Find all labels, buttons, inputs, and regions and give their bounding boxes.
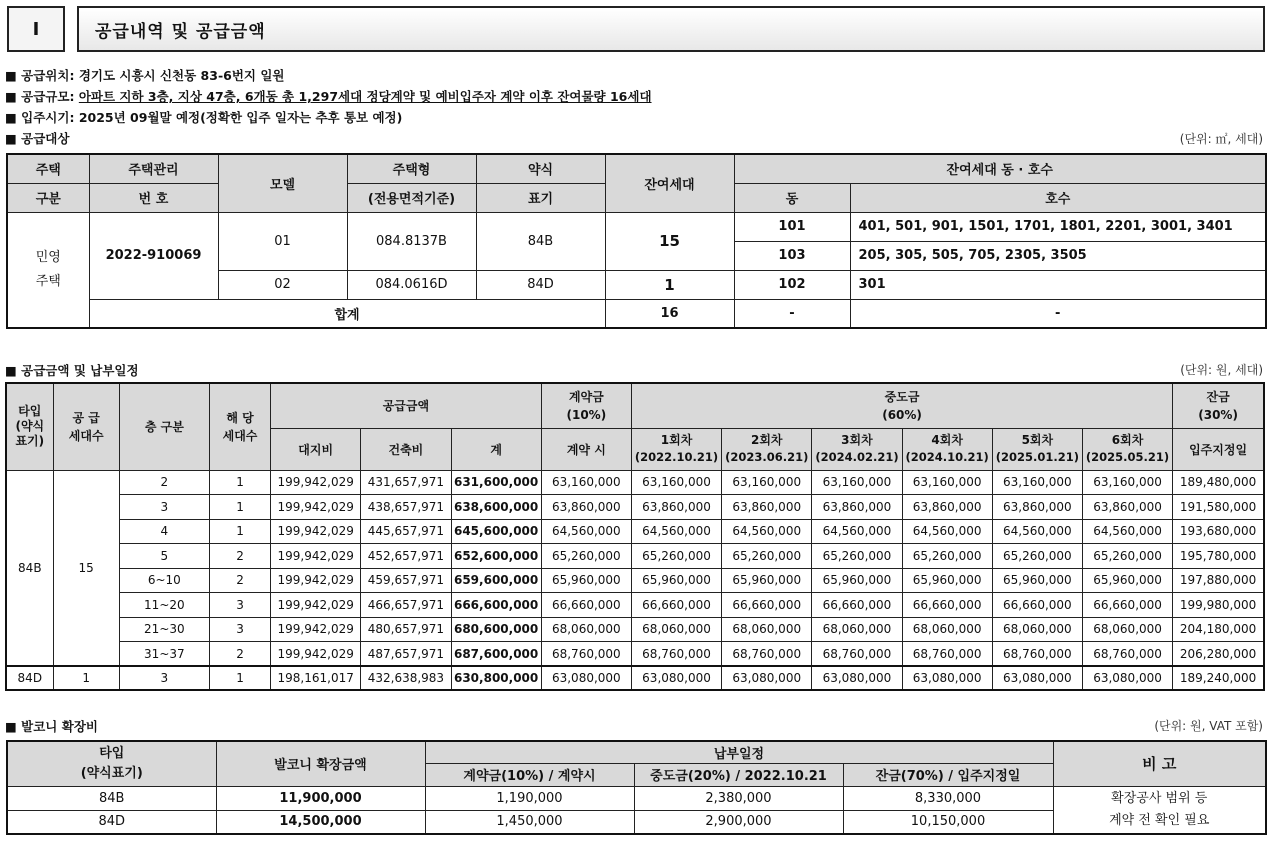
build-cell: 459,657,971 xyxy=(361,568,451,593)
floor-cell: 3 xyxy=(119,495,209,520)
middle-cell: 66,660,000 xyxy=(812,593,902,618)
middle-cell: 63,860,000 xyxy=(992,495,1082,520)
table-row xyxy=(7,786,1266,810)
land-cell: 199,942,029 xyxy=(271,593,361,618)
hdr-supply-price: 공급금액 xyxy=(271,383,542,428)
land-cell: 199,942,029 xyxy=(271,617,361,642)
hdr-mgmt2: 번 호 xyxy=(89,183,218,212)
middle-cell: 63,860,000 xyxy=(1082,495,1172,520)
floor-cell: 3 xyxy=(119,666,209,690)
hdr-note: 비 고 xyxy=(1053,741,1266,786)
price-table xyxy=(5,382,1265,691)
deposit-cell: 65,960,000 xyxy=(541,568,631,593)
sum-cell: 659,600,000 xyxy=(451,568,541,593)
sum-cell: 630,800,000 xyxy=(451,666,541,690)
middle-cell: 2,900,000 xyxy=(634,810,843,834)
hdr-remaining: 잔여세대 xyxy=(605,154,734,212)
middle-cell: 63,160,000 xyxy=(992,470,1082,495)
units-cell: 1 xyxy=(209,666,270,690)
middle-cell: 68,760,000 xyxy=(992,642,1082,667)
balcony-table xyxy=(6,740,1267,835)
hdr-deposit-sub: 계약 시 xyxy=(541,428,631,470)
middle-cell: 63,860,000 xyxy=(812,495,902,520)
rows-84b xyxy=(6,470,1264,666)
supply-table xyxy=(6,153,1267,329)
middle-cell: 65,260,000 xyxy=(812,544,902,569)
count-cell: 15 xyxy=(605,212,734,270)
deposit-cell: 63,080,000 xyxy=(541,666,631,690)
middle-cell: 66,660,000 xyxy=(992,593,1082,618)
middle-cell: 66,660,000 xyxy=(631,593,721,618)
hdr-installment-3: 3회차 (2024.02.21) xyxy=(812,428,902,470)
total-count: 16 xyxy=(605,299,734,328)
section-header xyxy=(7,5,1265,53)
build-cell: 432,638,983 xyxy=(361,666,451,690)
middle-cell: 65,260,000 xyxy=(992,544,1082,569)
ho-cell: 301 xyxy=(850,270,1266,299)
sum-cell: 645,600,000 xyxy=(451,519,541,544)
hdr-ho: 호수 xyxy=(850,183,1266,212)
info-scale: ■ 공급규모: 아파트 지하 3층, 지상 47층, 6개동 총 1,297세대 정당계약 및 예비입주자 계약 이후 잔여물량 16세대 xyxy=(5,89,652,104)
middle-cell: 65,960,000 xyxy=(631,568,721,593)
middle-cell: 65,960,000 xyxy=(722,568,812,593)
middle-cell: 65,960,000 xyxy=(812,568,902,593)
dong-cell: 101 xyxy=(734,212,850,241)
table-row xyxy=(6,666,1264,690)
middle-cell: 68,760,000 xyxy=(902,642,992,667)
middle-cell: 63,860,000 xyxy=(902,495,992,520)
middle-cell: 63,080,000 xyxy=(902,666,992,690)
hdr-mgmt1: 주택관리 xyxy=(89,154,218,183)
total-dong: - xyxy=(734,299,850,328)
table-row xyxy=(6,593,1264,618)
middle-cell: 63,860,000 xyxy=(631,495,721,520)
hdr-building: 건축비 xyxy=(361,428,451,470)
floor-cell: 21~30 xyxy=(119,617,209,642)
middle-cell: 68,760,000 xyxy=(812,642,902,667)
middle-cell: 68,060,000 xyxy=(902,617,992,642)
hdr-middle: 중도금 (60%) xyxy=(631,383,1172,428)
housing-cell: 084.0616D xyxy=(347,270,476,299)
balance-cell: 10,150,000 xyxy=(843,810,1053,834)
sum-cell: 652,600,000 xyxy=(451,544,541,569)
hdr-installment-6: 6회차 (2025.05.21) xyxy=(1082,428,1172,470)
balcony-section-unit: (단위: 원, VAT 포함) xyxy=(1154,719,1263,733)
dong-cell: 103 xyxy=(734,241,850,270)
table-row xyxy=(6,568,1264,593)
middle-cell: 68,760,000 xyxy=(631,642,721,667)
info-target: ■ 공급대상 xyxy=(5,131,70,146)
balance-cell: 195,780,000 xyxy=(1173,544,1264,569)
floor-cell: 11~20 xyxy=(119,593,209,618)
type-cell: 84B xyxy=(7,786,216,810)
build-cell: 487,657,971 xyxy=(361,642,451,667)
balance-cell: 8,330,000 xyxy=(843,786,1053,810)
hdr-balance: 잔금 (30%) xyxy=(1173,383,1264,428)
category-cell: 민영 주택 xyxy=(7,212,89,328)
middle-cell: 63,160,000 xyxy=(722,470,812,495)
units-cell: 2 xyxy=(209,642,270,667)
land-cell: 199,942,029 xyxy=(271,544,361,569)
type-cell: 84D xyxy=(7,810,216,834)
middle-cell: 68,060,000 xyxy=(812,617,902,642)
balance-cell: 193,680,000 xyxy=(1173,519,1264,544)
hdr-balcony-type: 타입 (약식표기) xyxy=(7,741,216,786)
middle-cell: 68,760,000 xyxy=(722,642,812,667)
floor-cell: 6~10 xyxy=(119,568,209,593)
model-cell: 02 xyxy=(218,270,347,299)
hdr-land: 대지비 xyxy=(271,428,361,470)
hdr-installment-2: 2회차 (2023.06.21) xyxy=(722,428,812,470)
deposit-cell: 68,060,000 xyxy=(541,617,631,642)
ho-cell: 401, 501, 901, 1501, 1701, 1801, 2201, 3001, 3401 xyxy=(850,212,1266,241)
amount-cell: 11,900,000 xyxy=(216,786,425,810)
ho-cell: 205, 305, 505, 705, 2305, 3505 xyxy=(850,241,1266,270)
land-cell: 199,942,029 xyxy=(271,642,361,667)
build-cell: 445,657,971 xyxy=(361,519,451,544)
table-row xyxy=(6,519,1264,544)
middle-cell: 63,160,000 xyxy=(631,470,721,495)
land-cell: 199,942,029 xyxy=(271,568,361,593)
middle-cell: 68,060,000 xyxy=(1082,617,1172,642)
middle-cell: 63,080,000 xyxy=(722,666,812,690)
deposit-cell: 68,760,000 xyxy=(541,642,631,667)
hdr-applicable: 해 당 세대수 xyxy=(209,383,270,470)
units-cell: 3 xyxy=(209,593,270,618)
abbr-cell: 84B xyxy=(476,212,605,270)
middle-cell: 68,060,000 xyxy=(992,617,1082,642)
build-cell: 431,657,971 xyxy=(361,470,451,495)
hdr-type: 타입 (약식 표기) xyxy=(6,383,53,470)
middle-cell: 66,660,000 xyxy=(1082,593,1172,618)
count-cell: 15 xyxy=(53,470,119,666)
middle-cell: 63,080,000 xyxy=(992,666,1082,690)
build-cell: 480,657,971 xyxy=(361,617,451,642)
mgmt-no: 2022-910069 xyxy=(89,212,218,299)
deposit-cell: 1,190,000 xyxy=(425,786,634,810)
build-cell: 452,657,971 xyxy=(361,544,451,569)
hdr-model: 모델 xyxy=(218,154,347,212)
count-cell: 1 xyxy=(53,666,119,690)
hdr-housing1: 주택형 xyxy=(347,154,476,183)
price-section-unit: (단위: 원, 세대) xyxy=(1180,363,1263,377)
middle-cell: 64,560,000 xyxy=(812,519,902,544)
hdr-abbr2: 표기 xyxy=(476,183,605,212)
balcony-section-label: ■ 발코니 확장비 xyxy=(5,719,98,734)
sum-cell: 687,600,000 xyxy=(451,642,541,667)
middle-cell: 68,060,000 xyxy=(722,617,812,642)
deposit-cell: 63,860,000 xyxy=(541,495,631,520)
middle-cell: 63,080,000 xyxy=(812,666,902,690)
middle-cell: 63,860,000 xyxy=(722,495,812,520)
hdr-abbr1: 약식 xyxy=(476,154,605,183)
table-row xyxy=(6,470,1264,495)
deposit-cell: 65,260,000 xyxy=(541,544,631,569)
middle-cell: 68,760,000 xyxy=(1082,642,1172,667)
middle-cell: 64,560,000 xyxy=(902,519,992,544)
dong-cell: 102 xyxy=(734,270,850,299)
units-cell: 1 xyxy=(209,470,270,495)
units-cell: 2 xyxy=(209,544,270,569)
section-number: I xyxy=(7,6,65,52)
middle-cell: 65,260,000 xyxy=(1082,544,1172,569)
floor-cell: 4 xyxy=(119,519,209,544)
deposit-cell: 64,560,000 xyxy=(541,519,631,544)
table-row xyxy=(6,544,1264,569)
middle-cell: 65,260,000 xyxy=(631,544,721,569)
balance-cell: 199,980,000 xyxy=(1173,593,1264,618)
middle-cell: 65,960,000 xyxy=(992,568,1082,593)
type-cell: 84D xyxy=(6,666,53,690)
balance-cell: 197,880,000 xyxy=(1173,568,1264,593)
info-movein: ■ 입주시기: 2025년 09월말 예정(정확한 입주 일자는 추후 통보 예정) xyxy=(5,110,403,125)
units-cell: 2 xyxy=(209,568,270,593)
middle-cell: 63,160,000 xyxy=(902,470,992,495)
hdr-floor: 층 구분 xyxy=(119,383,209,470)
floor-cell: 5 xyxy=(119,544,209,569)
middle-cell: 63,080,000 xyxy=(1082,666,1172,690)
balance-cell: 204,180,000 xyxy=(1173,617,1264,642)
target-unit: (단위: ㎡, 세대) xyxy=(1179,132,1263,146)
middle-cell: 65,960,000 xyxy=(902,568,992,593)
sum-cell: 631,600,000 xyxy=(451,470,541,495)
hdr-type2: 구분 xyxy=(7,183,89,212)
total-ho: - xyxy=(850,299,1266,328)
hdr-type1: 주택 xyxy=(7,154,89,183)
middle-cell: 66,660,000 xyxy=(902,593,992,618)
units-cell: 1 xyxy=(209,519,270,544)
sum-cell: 666,600,000 xyxy=(451,593,541,618)
hdr-balcony-middle: 중도금(20%) / 2022.10.21 xyxy=(634,763,843,786)
middle-cell: 64,560,000 xyxy=(1082,519,1172,544)
hdr-balcony-balance: 잔금(70%) / 입주지정일 xyxy=(843,763,1053,786)
hdr-schedule: 납부일정 xyxy=(425,741,1053,763)
type-cell: 84B xyxy=(6,470,53,666)
middle-cell: 68,060,000 xyxy=(631,617,721,642)
units-cell: 1 xyxy=(209,495,270,520)
deposit-cell: 66,660,000 xyxy=(541,593,631,618)
hdr-supply-count: 공 급 세대수 xyxy=(53,383,119,470)
balance-cell: 189,240,000 xyxy=(1173,666,1264,690)
land-cell: 199,942,029 xyxy=(271,470,361,495)
sum-cell: 638,600,000 xyxy=(451,495,541,520)
hdr-sum: 계 xyxy=(451,428,541,470)
balance-cell: 189,480,000 xyxy=(1173,470,1264,495)
deposit-cell: 63,160,000 xyxy=(541,470,631,495)
balance-cell: 191,580,000 xyxy=(1173,495,1264,520)
sum-cell: 680,600,000 xyxy=(451,617,541,642)
middle-cell: 65,960,000 xyxy=(1082,568,1172,593)
model-cell: 01 xyxy=(218,212,347,270)
table-row xyxy=(6,495,1264,520)
middle-cell: 63,160,000 xyxy=(1082,470,1172,495)
middle-cell: 64,560,000 xyxy=(992,519,1082,544)
hdr-balcony-amount: 발코니 확장금액 xyxy=(216,741,425,786)
hdr-balcony-deposit: 계약금(10%) / 계약시 xyxy=(425,763,634,786)
abbr-cell: 84D xyxy=(476,270,605,299)
hdr-deposit: 계약금 (10%) xyxy=(541,383,631,428)
land-cell: 199,942,029 xyxy=(271,519,361,544)
middle-cell: 63,160,000 xyxy=(812,470,902,495)
hdr-dong: 동 xyxy=(734,183,850,212)
deposit-cell: 1,450,000 xyxy=(425,810,634,834)
units-cell: 3 xyxy=(209,617,270,642)
hdr-housing2: (전용면적기준) xyxy=(347,183,476,212)
build-cell: 466,657,971 xyxy=(361,593,451,618)
balance-cell: 206,280,000 xyxy=(1173,642,1264,667)
middle-cell: 65,260,000 xyxy=(722,544,812,569)
note-cell: 확장공사 범위 등 계약 전 확인 필요 xyxy=(1053,786,1266,834)
land-cell: 199,942,029 xyxy=(271,495,361,520)
table-row xyxy=(6,617,1264,642)
hdr-installment-4: 4회차 (2024.10.21) xyxy=(902,428,992,470)
table-row xyxy=(6,642,1264,667)
count-cell: 1 xyxy=(605,270,734,299)
middle-cell: 65,260,000 xyxy=(902,544,992,569)
info-location: ■ 공급위치: 경기도 시흥시 신천동 83-6번지 일원 xyxy=(5,68,285,83)
middle-cell: 64,560,000 xyxy=(631,519,721,544)
land-cell: 198,161,017 xyxy=(271,666,361,690)
build-cell: 438,657,971 xyxy=(361,495,451,520)
middle-cell: 66,660,000 xyxy=(722,593,812,618)
hdr-balance-sub: 입주지정일 xyxy=(1173,428,1264,470)
amount-cell: 14,500,000 xyxy=(216,810,425,834)
floor-cell: 31~37 xyxy=(119,642,209,667)
floor-cell: 2 xyxy=(119,470,209,495)
hdr-remaining-units: 잔여세대 동 · 호수 xyxy=(734,154,1266,183)
housing-cell: 084.8137B xyxy=(347,212,476,270)
price-section-label: ■ 공급금액 및 납부일정 xyxy=(5,363,139,378)
middle-cell: 64,560,000 xyxy=(722,519,812,544)
section-title: 공급내역 및 공급금액 xyxy=(77,6,1265,52)
middle-cell: 63,080,000 xyxy=(631,666,721,690)
middle-cell: 2,380,000 xyxy=(634,786,843,810)
hdr-installment-1: 1회차 (2022.10.21) xyxy=(631,428,721,470)
total-label: 합계 xyxy=(89,299,605,328)
hdr-installment-5: 5회차 (2025.01.21) xyxy=(992,428,1082,470)
